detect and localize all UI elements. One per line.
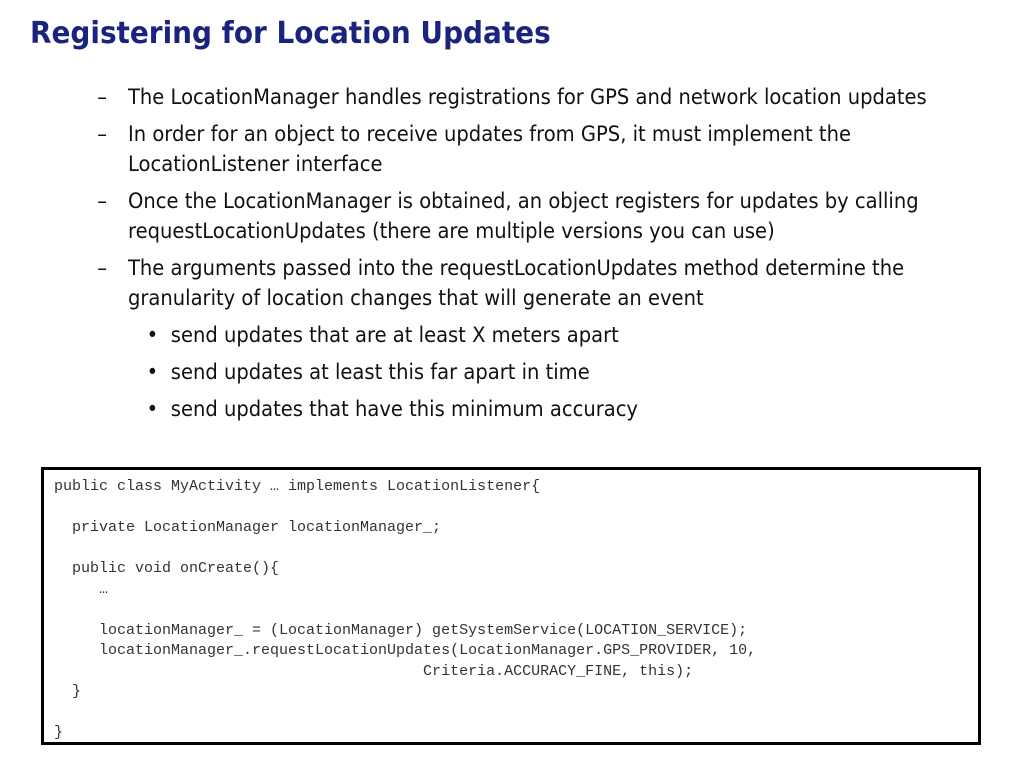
- sub-bullet-text: send updates that are at least X meters apart: [170, 323, 619, 347]
- code-line: public void onCreate(){: [54, 560, 280, 577]
- sub-bullet-item: [146, 357, 947, 387]
- code-line: locationManager_ = (LocationManager) getSystemService(LOCATION_SERVICE);: [54, 621, 748, 639]
- bullet-item: [97, 119, 946, 179]
- bullet-item: [97, 253, 946, 424]
- dash-marker: –: [97, 85, 108, 109]
- bullet-dot-marker: •: [146, 397, 159, 421]
- bullet-text: In order for an object to receive updates from GPS, it must implement the LocationListener interface: [128, 122, 851, 176]
- code-line: Criteria.ACCURACY_FINE, this);: [54, 662, 694, 680]
- bullet-item: [97, 82, 946, 112]
- bullet-dot-marker: •: [146, 360, 159, 384]
- dash-marker: –: [97, 256, 108, 280]
- bullet-text: Once the LocationManager is obtained, an object registers for updates by calling requestLocationUpdates (there are multiple versions you can use): [128, 189, 919, 243]
- bullet-item: [97, 186, 946, 246]
- sub-bullet-item: [146, 320, 947, 350]
- code-box: [41, 467, 981, 745]
- code-block: [54, 477, 756, 744]
- sub-bullet-text: send updates at least this far apart in time: [170, 360, 590, 384]
- sub-bullet-item: [146, 394, 947, 424]
- code-line: }: [54, 683, 82, 700]
- slide-title: Registering for Location Updates: [30, 16, 551, 51]
- code-line: …: [54, 580, 109, 598]
- bullet-list: [97, 82, 946, 431]
- code-line: locationManager_.requestLocationUpdates(LocationManager.GPS_PROVIDER, 10,: [54, 642, 757, 659]
- dash-marker: –: [97, 189, 108, 213]
- sub-bullet-text: send updates that have this minimum accuracy: [170, 397, 639, 421]
- bullet-text: The LocationManager handles registrations for GPS and network location updates: [128, 85, 927, 109]
- bullet-text: The arguments passed into the requestLocationUpdates method determine the granularity of location changes that will generate an event: [128, 256, 905, 310]
- dash-marker: –: [97, 122, 108, 146]
- bullet-dot-marker: •: [146, 323, 159, 347]
- code-line: }: [54, 724, 64, 741]
- code-line: public class MyActivity … implements LocationListener{: [54, 478, 541, 495]
- code-line: private LocationManager locationManager_;: [54, 519, 442, 536]
- sub-bullet-list: [128, 320, 946, 424]
